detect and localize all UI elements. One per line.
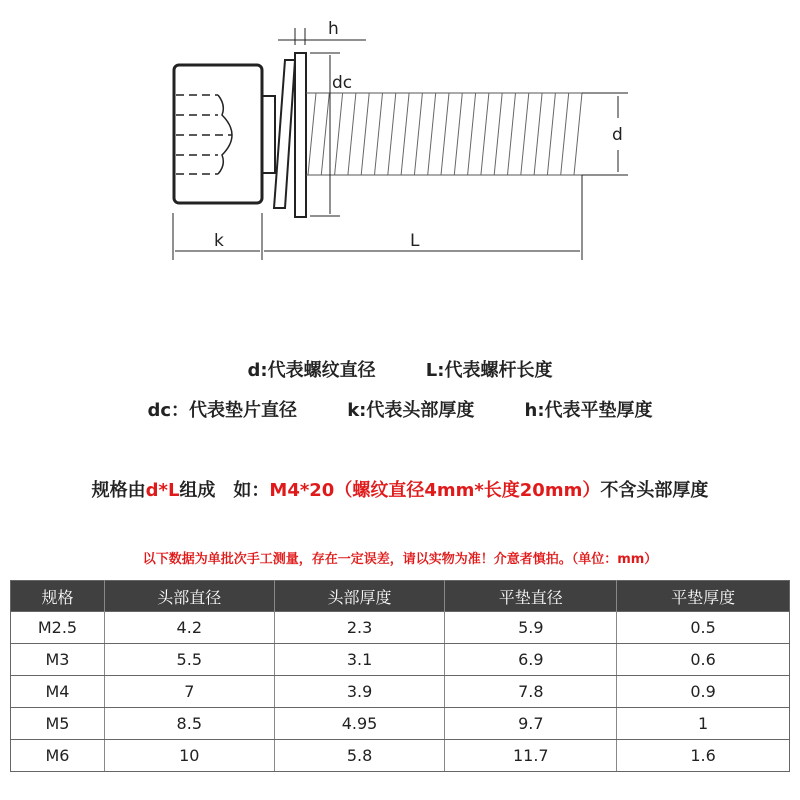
screw-diagram <box>0 0 800 300</box>
shank <box>262 96 275 173</box>
table-cell: 4.95 <box>274 708 445 740</box>
thread-line <box>321 93 329 175</box>
table-row <box>11 612 790 644</box>
spec-prefix: 规格由 <box>91 480 146 501</box>
flat-washer <box>295 53 306 217</box>
legend-dc: dc：代表垫片直径 <box>147 400 298 421</box>
table-cell: M4 <box>11 676 105 708</box>
measurement-notice: 以下数据为单批次手工测量，存在一定误差，请以实物为准！介意者慎拍。（单位：mm） <box>142 552 658 567</box>
table-cell: 4.2 <box>104 612 274 644</box>
table-cell: 2.3 <box>274 612 445 644</box>
table-cell: 7.8 <box>445 676 617 708</box>
thread-line <box>468 93 476 175</box>
label-d: d <box>612 125 623 145</box>
table-cell: 9.7 <box>445 708 617 740</box>
table-cell: 3.9 <box>274 676 445 708</box>
thread-line <box>335 93 343 175</box>
table-cell: 5.9 <box>445 612 617 644</box>
spec-example: M4*20（螺纹直径4mm*长度20mm） <box>269 480 601 501</box>
spec-line <box>0 476 800 502</box>
label-h: h <box>328 19 339 39</box>
header-spec: 规格 <box>11 581 105 612</box>
thread-line <box>547 93 555 175</box>
table-cell: M6 <box>11 740 105 772</box>
thread-line <box>508 93 516 175</box>
thread-line <box>348 93 356 175</box>
thread-line <box>375 93 383 175</box>
legend-k: k:代表头部厚度 <box>347 400 475 421</box>
label-k: k <box>214 231 224 251</box>
spec-table <box>10 580 790 772</box>
legend-L: L:代表螺杆长度 <box>425 360 553 381</box>
thread-line <box>308 93 316 175</box>
legend-line-1 <box>0 356 800 382</box>
table-cell: 5.8 <box>274 740 445 772</box>
header-head-thickness: 头部厚度 <box>274 581 445 612</box>
table-cell: 8.5 <box>104 708 274 740</box>
thread-line <box>361 93 369 175</box>
table-cell: 0.9 <box>617 676 790 708</box>
thread-line <box>388 93 396 175</box>
label-L: L <box>410 231 420 251</box>
table-row <box>11 676 790 708</box>
thread-line <box>414 93 422 175</box>
table-cell: 11.7 <box>445 740 617 772</box>
legend-h: h:代表平垫厚度 <box>524 400 653 421</box>
table-row <box>11 740 790 772</box>
thread-line <box>561 93 569 175</box>
table-cell: M5 <box>11 708 105 740</box>
thread-line <box>574 93 582 175</box>
table-cell: 10 <box>104 740 274 772</box>
spring-washer <box>274 60 295 208</box>
legend-line-2 <box>0 396 800 422</box>
thread-line <box>534 93 542 175</box>
header-washer-diameter: 平垫直径 <box>445 581 617 612</box>
thread-line <box>454 93 462 175</box>
thread-line <box>521 93 529 175</box>
header-washer-thickness: 平垫厚度 <box>617 581 790 612</box>
table-header-row <box>11 581 790 612</box>
spec-formula: d*L <box>145 480 180 501</box>
table-cell: M3 <box>11 644 105 676</box>
table-cell: 5.5 <box>104 644 274 676</box>
label-dc: dc <box>332 73 353 93</box>
legend-d: d:代表螺纹直径 <box>247 360 376 381</box>
table-row <box>11 644 790 676</box>
table-cell: 3.1 <box>274 644 445 676</box>
table-cell: M2.5 <box>11 612 105 644</box>
thread-line <box>441 93 449 175</box>
table-cell: 0.5 <box>617 612 790 644</box>
table-cell: 1 <box>617 708 790 740</box>
table-cell: 6.9 <box>445 644 617 676</box>
table-cell: 7 <box>104 676 274 708</box>
spec-suffix: 不含头部厚度 <box>600 480 709 501</box>
thread-line <box>481 93 489 175</box>
header-head-diameter: 头部直径 <box>104 581 274 612</box>
table-cell: 1.6 <box>617 740 790 772</box>
screw-head <box>174 65 262 203</box>
table-row <box>11 708 790 740</box>
thread-line <box>494 93 502 175</box>
thread-line <box>428 93 436 175</box>
dimension-lines <box>173 28 628 260</box>
spec-middle: 组成 如： <box>179 480 270 501</box>
thread-line <box>401 93 409 175</box>
table-cell: 0.6 <box>617 644 790 676</box>
